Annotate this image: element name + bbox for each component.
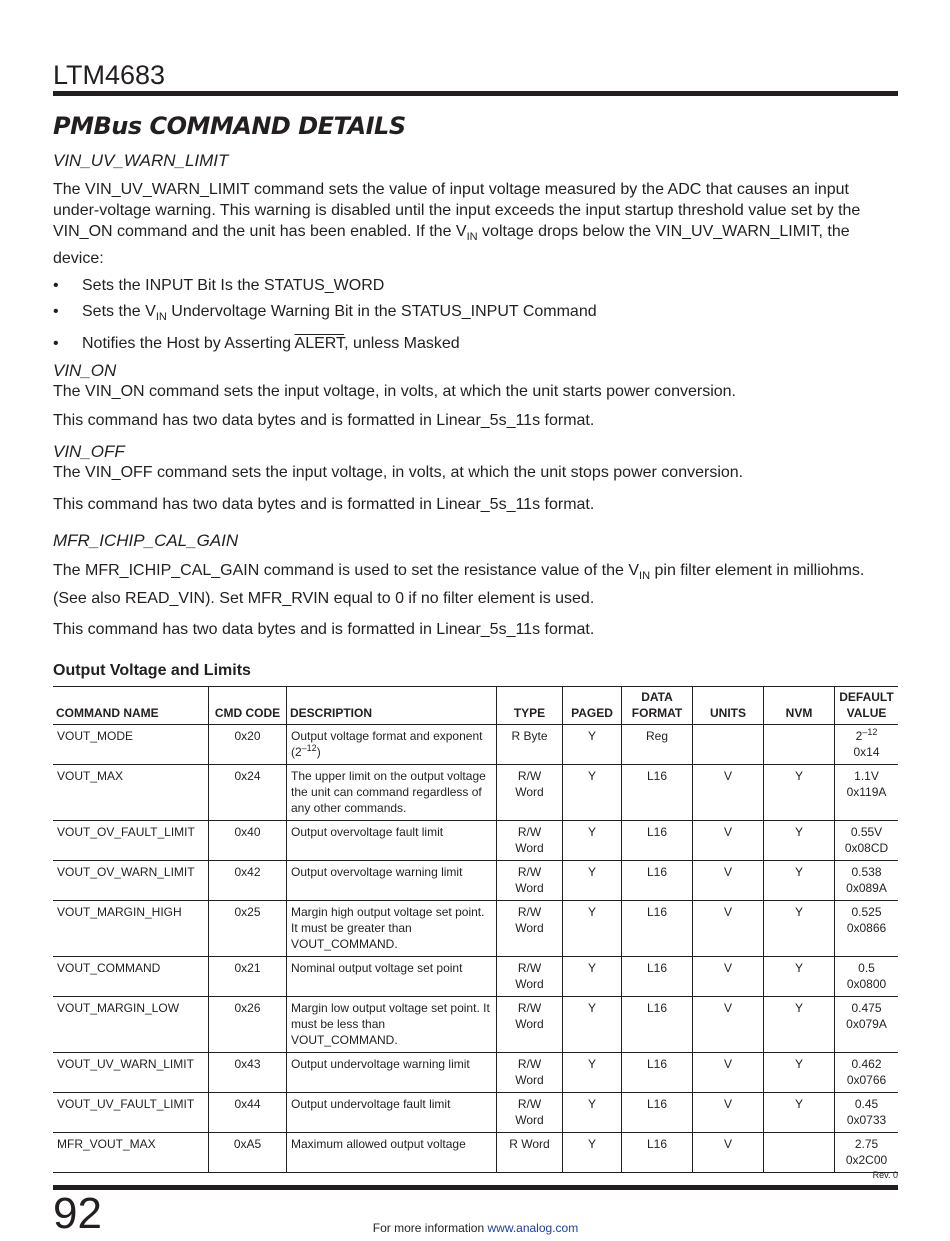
cell-cmd-code: 0x21 [209, 957, 287, 997]
cell-nvm [764, 725, 835, 765]
cell-paged: Y [563, 725, 622, 765]
bullet-text: , unless Masked [344, 335, 460, 353]
cell-data-format: L16 [622, 1053, 693, 1093]
cell-nvm: Y [764, 765, 835, 821]
heading-vin-on: VIN_ON [53, 361, 117, 381]
command-table [53, 686, 898, 1173]
cell-data-format: L16 [622, 821, 693, 861]
cell-paged: Y [563, 1053, 622, 1093]
cell-description [287, 1093, 497, 1133]
footer [53, 1221, 898, 1235]
column-header-description: DESCRIPTION [287, 687, 497, 725]
cell-units: V [693, 765, 764, 821]
table-row [53, 861, 898, 901]
default-hex: 0x0800 [846, 977, 887, 991]
cell-default-value [835, 957, 899, 997]
cell-cmd-code: 0x20 [209, 725, 287, 765]
cell-type [497, 821, 563, 861]
table-row [53, 957, 898, 997]
cell-type [497, 901, 563, 957]
default-hex: 0x08CD [844, 841, 889, 855]
type-line: R/W [517, 865, 542, 879]
cell-cmd-code: 0x25 [209, 901, 287, 957]
cell-paged: Y [563, 957, 622, 997]
cell-default-value [835, 725, 899, 765]
cell-cmd-code: 0x26 [209, 997, 287, 1053]
cell-description [287, 861, 497, 901]
column-header-command-name: COMMAND NAME [53, 687, 209, 725]
cell-units: V [693, 1133, 764, 1173]
cell-units: V [693, 1053, 764, 1093]
bullet-text: Sets the V [82, 303, 156, 321]
type-line: Word [515, 1073, 544, 1087]
type-line: Word [515, 921, 544, 935]
text-span: The MFR_ICHIP_CAL_GAIN command is used to set the resistance value of the V [53, 562, 640, 580]
cell-command-name: VOUT_MARGIN_LOW [53, 997, 209, 1053]
type-line: R/W [517, 1097, 542, 1111]
superscript: –12 [301, 743, 317, 753]
desc-text: Output overvoltage warning limit [291, 865, 463, 879]
table-title: Output Voltage and Limits [53, 662, 251, 679]
cell-default-value [835, 997, 899, 1053]
cell-nvm: Y [764, 997, 835, 1053]
text-span: voltage drops below the VIN_UV_WARN_LIMIT, the device: [53, 223, 850, 268]
cell-type [497, 997, 563, 1053]
cell-nvm: Y [764, 1093, 835, 1133]
cell-data-format: L16 [622, 1133, 693, 1173]
bullet-icon: • [53, 335, 59, 353]
revision-label: Rev. 0 [872, 1170, 898, 1180]
default-hex: 0x079A [846, 1017, 887, 1031]
default-hex: 0x14 [853, 745, 880, 759]
desc-text: Output overvoltage fault limit [291, 825, 444, 839]
bullet-item [53, 301, 898, 328]
table-row [53, 997, 898, 1053]
cell-default-value [835, 901, 899, 957]
desc-text: The upper limit on the output voltage the unit can command regardless of any other commands. [291, 769, 486, 815]
default-hex: 0x0766 [846, 1073, 887, 1087]
cell-command-name: VOUT_MAX [53, 765, 209, 821]
bullet-text: Undervoltage Warning Bit in the STATUS_INPUT Command [166, 303, 597, 321]
cell-cmd-code: 0xA5 [209, 1133, 287, 1173]
cell-cmd-code: 0x40 [209, 821, 287, 861]
cell-description [287, 821, 497, 861]
paragraph-vin-uv-warn-limit [53, 179, 898, 269]
type-line: R/W [517, 905, 542, 919]
cell-command-name: VOUT_COMMAND [53, 957, 209, 997]
column-header-data-format [622, 687, 693, 725]
column-header-default-value [835, 687, 899, 725]
column-header-units: UNITS [693, 687, 764, 725]
default-value: 0.5 [858, 961, 875, 975]
default-hex: 0x119A [846, 785, 887, 799]
bullet-text: Sets the INPUT Bit Is the STATUS_WORD [82, 277, 385, 295]
cell-units: V [693, 997, 764, 1053]
default-value: 0.525 [851, 905, 882, 919]
default-hex: 0x089A [846, 881, 887, 895]
cell-description [287, 725, 497, 765]
type-line: R/W [517, 825, 542, 839]
table-header-row [53, 687, 898, 725]
text-span: The VIN_UV_WARN_LIMIT command sets the value of input voltage measured by the ADC that causes an input under-voltage warning. This warning is disabled until the input exceeds the input startup threshold value set by the VIN_ON command and the unit has been enabled. If the V [53, 181, 861, 240]
bottom-rule [53, 1185, 898, 1190]
header-line: FORMAT [631, 706, 683, 720]
default-value: 0.55V [850, 825, 883, 839]
default-value: 0.45 [854, 1097, 879, 1111]
type-line: R/W [517, 1057, 542, 1071]
default-hex: 0x2C00 [845, 1153, 888, 1167]
table-body [53, 725, 898, 1173]
paragraph-mfr-ichip-format: This command has two data bytes and is formatted in Linear_5s_11s format. [53, 620, 595, 638]
cell-units [693, 725, 764, 765]
default-value: 2 [855, 729, 863, 743]
header-line: DEFAULT [839, 690, 894, 704]
cell-paged: Y [563, 765, 622, 821]
header-line: DATA [641, 690, 673, 704]
header-line: VALUE [846, 706, 887, 720]
cell-type [497, 725, 563, 765]
cell-default-value [835, 1133, 899, 1173]
bullet-list [53, 275, 898, 354]
cell-type [497, 1053, 563, 1093]
doc-header [53, 60, 898, 90]
heading-vin-off: VIN_OFF [53, 442, 125, 462]
cell-data-format: L16 [622, 765, 693, 821]
bullet-item [53, 333, 898, 354]
cell-nvm [764, 1133, 835, 1173]
cell-cmd-code: 0x42 [209, 861, 287, 901]
default-value: 0.538 [851, 865, 882, 879]
cell-paged: Y [563, 997, 622, 1053]
desc-text: Nominal output voltage set point [291, 961, 463, 975]
default-hex: 0x0866 [846, 921, 887, 935]
default-value: 0.475 [851, 1001, 882, 1015]
cell-default-value [835, 1093, 899, 1133]
default-hex: 0x0733 [846, 1113, 887, 1127]
column-header-paged: PAGED [563, 687, 622, 725]
cell-default-value [835, 861, 899, 901]
section-title: PMBus COMMAND DETAILS [53, 112, 406, 140]
desc-text: Output voltage format and exponent (2 [291, 729, 483, 759]
part-number: LTM4683 [53, 60, 166, 90]
cell-command-name: VOUT_MODE [53, 725, 209, 765]
cell-default-value [835, 821, 899, 861]
cell-nvm: Y [764, 861, 835, 901]
column-header-type: TYPE [497, 687, 563, 725]
table-row [53, 765, 898, 821]
table-row [53, 901, 898, 957]
page-number: 92 [53, 1189, 102, 1238]
cell-nvm: Y [764, 901, 835, 957]
superscript: –12 [862, 727, 878, 737]
paragraph-mfr-ichip-cal-gain [53, 560, 898, 608]
cell-paged: Y [563, 821, 622, 861]
heading-vin-uv-warn-limit: VIN_UV_WARN_LIMIT [53, 151, 229, 170]
desc-text: ) [316, 745, 321, 759]
bullet-item [53, 275, 898, 296]
cell-type [497, 1093, 563, 1133]
cell-default-value [835, 1053, 899, 1093]
default-value: 2.75 [854, 1137, 879, 1151]
paragraph-vin-off-format: This command has two data bytes and is formatted in Linear_5s_11s format. [53, 496, 595, 514]
subscript: IN [639, 570, 651, 583]
type-line: Word [515, 977, 544, 991]
cell-command-name: VOUT_MARGIN_HIGH [53, 901, 209, 957]
type-line: Word [515, 1113, 544, 1127]
desc-text: Maximum allowed output voltage [291, 1137, 466, 1151]
body-text [53, 150, 898, 640]
cell-data-format: L16 [622, 997, 693, 1053]
table-row [53, 1053, 898, 1093]
alert-signal: ALERT [294, 335, 345, 353]
cell-data-format: L16 [622, 901, 693, 957]
cell-command-name: VOUT_UV_FAULT_LIMIT [53, 1093, 209, 1133]
type-line: Word [515, 841, 544, 855]
cell-description [287, 765, 497, 821]
footer-text: For more information [372, 1221, 488, 1235]
cell-description [287, 1053, 497, 1093]
table-row [53, 725, 898, 765]
desc-text: Output undervoltage warning limit [291, 1057, 470, 1071]
cell-cmd-code: 0x43 [209, 1053, 287, 1093]
cell-data-format: Reg [622, 725, 693, 765]
cell-command-name: VOUT_UV_WARN_LIMIT [53, 1053, 209, 1093]
paragraph-vin-on: The VIN_ON command sets the input voltage, in volts, at which the unit starts power conversion. [53, 383, 736, 401]
cell-units: V [693, 901, 764, 957]
cell-type [497, 861, 563, 901]
cell-command-name: VOUT_OV_FAULT_LIMIT [53, 821, 209, 861]
cell-units: V [693, 957, 764, 997]
cell-nvm: Y [764, 957, 835, 997]
cell-units: V [693, 1093, 764, 1133]
cell-paged: Y [563, 1133, 622, 1173]
type-line: R Word [509, 1137, 550, 1151]
cell-paged: Y [563, 861, 622, 901]
cell-paged: Y [563, 1093, 622, 1133]
default-value: 0.462 [851, 1057, 882, 1071]
type-line: Word [515, 785, 544, 799]
heading-mfr-ichip-cal-gain: MFR_ICHIP_CAL_GAIN [53, 531, 239, 551]
table-row [53, 1093, 898, 1133]
cell-command-name: VOUT_OV_WARN_LIMIT [53, 861, 209, 901]
text-span: pin filter element in milliohms. (See also READ_VIN). Set MFR_RVIN equal to 0 if no filter element is used. [53, 562, 865, 607]
cell-type [497, 957, 563, 997]
cell-description [287, 901, 497, 957]
cell-description [287, 957, 497, 997]
desc-text: Output undervoltage fault limit [291, 1097, 451, 1111]
cell-units: V [693, 861, 764, 901]
subscript: IN [466, 231, 478, 244]
desc-text: Margin low output voltage set point. It must be less than VOUT_COMMAND. [291, 1001, 490, 1047]
paragraph-vin-off: The VIN_OFF command sets the input voltage, in volts, at which the unit stops power conversion. [53, 464, 744, 482]
cell-cmd-code: 0x24 [209, 765, 287, 821]
cell-nvm: Y [764, 821, 835, 861]
cell-type [497, 1133, 563, 1173]
cell-data-format: L16 [622, 1093, 693, 1133]
cell-nvm: Y [764, 1053, 835, 1093]
bullet-icon: • [53, 303, 59, 321]
cell-paged: Y [563, 901, 622, 957]
cell-default-value [835, 765, 899, 821]
column-header-cmd-code: CMD CODE [209, 687, 287, 725]
table-row [53, 821, 898, 861]
type-line: Word [515, 1017, 544, 1031]
type-line: R/W [517, 1001, 542, 1015]
cell-cmd-code: 0x44 [209, 1093, 287, 1133]
desc-text: Margin high output voltage set point. It must be greater than VOUT_COMMAND. [291, 905, 485, 951]
bullet-icon: • [53, 277, 59, 295]
cell-data-format: L16 [622, 861, 693, 901]
analog-link[interactable]: www.analog.com [487, 1221, 579, 1235]
table-row [53, 1133, 898, 1173]
type-line: Word [515, 881, 544, 895]
cell-units: V [693, 821, 764, 861]
type-line: R Byte [511, 729, 548, 743]
default-value: 1.1V [854, 769, 879, 783]
cell-description [287, 997, 497, 1053]
type-line: R/W [517, 961, 542, 975]
cell-data-format: L16 [622, 957, 693, 997]
paragraph-vin-on-format: This command has two data bytes and is formatted in Linear_5s_11s format. [53, 412, 595, 430]
cell-command-name: MFR_VOUT_MAX [53, 1133, 209, 1173]
top-rule [53, 91, 898, 96]
column-header-nvm: NVM [764, 687, 835, 725]
cell-type [497, 765, 563, 821]
subscript: IN [155, 311, 167, 324]
cell-description [287, 1133, 497, 1173]
type-line: R/W [517, 769, 542, 783]
bullet-text: Notifies the Host by Asserting [82, 335, 295, 353]
